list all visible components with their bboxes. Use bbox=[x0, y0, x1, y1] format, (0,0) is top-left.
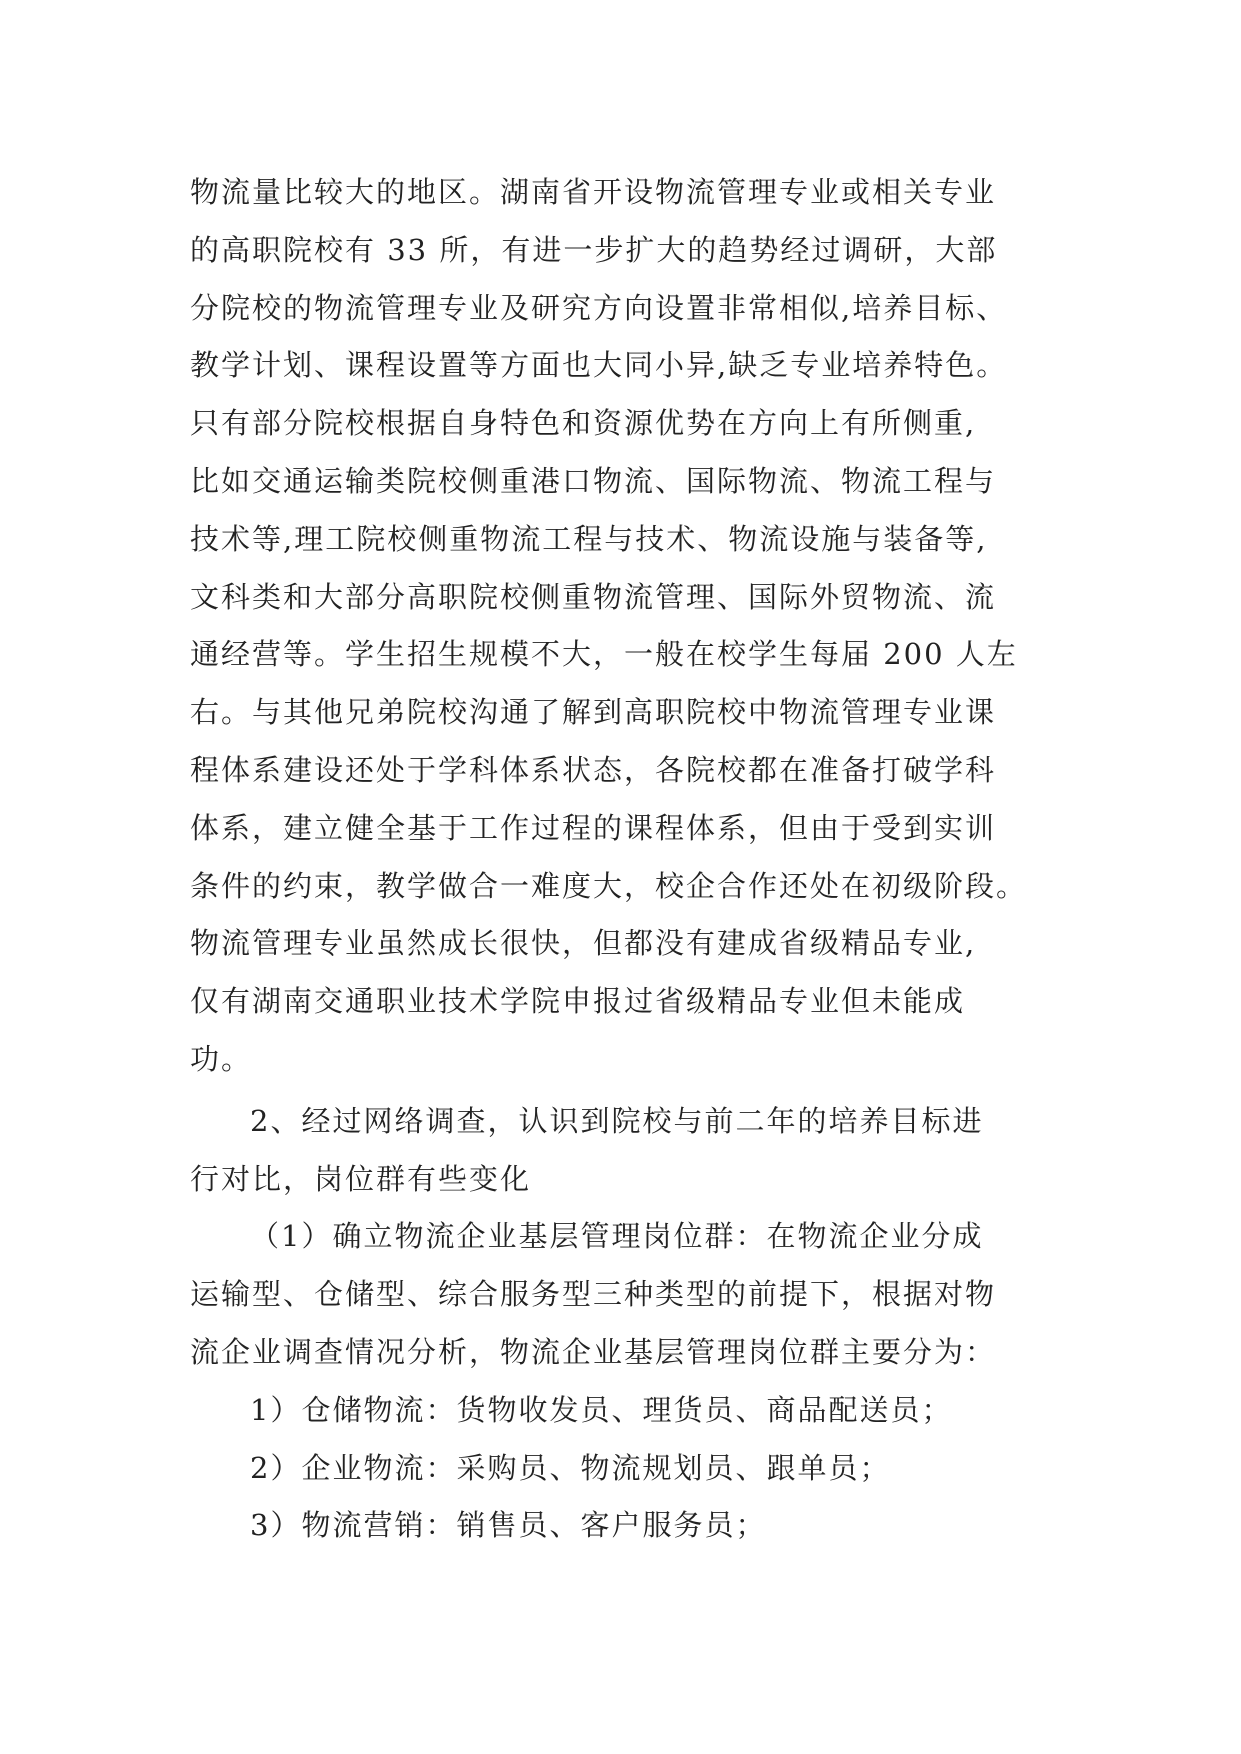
text-line: 运输型、仓储型、综合服务型三种类型的前提下，根据对物 bbox=[190, 1277, 997, 1312]
text-line: 功。 bbox=[190, 1041, 253, 1076]
text-line: 2、经过网络调查，认识到院校与前二年的培养目标进 bbox=[250, 1103, 984, 1138]
text-line: 仅有湖南交通职业技术学院申报过省级精品专业但未能成 bbox=[190, 984, 966, 1019]
text-line: 通经营等。学生招生规模不大，一般在校学生每届 200 人左 bbox=[190, 637, 1018, 672]
text-line: 技术等,理工院校侧重物流工程与技术、物流设施与装备等, bbox=[190, 521, 988, 556]
list-item: 2）企业物流：采购员、物流规划员、跟单员； bbox=[250, 1450, 891, 1485]
list-item: 3）物流营销：销售员、客户服务员； bbox=[250, 1508, 767, 1543]
text-line: 文科类和大部分高职院校侧重物流管理、国际外贸物流、流 bbox=[190, 579, 997, 614]
paragraph-1 bbox=[190, 164, 1090, 1089]
text-line: 流企业调查情况分析，物流企业基层管理岗位群主要分为： bbox=[190, 1334, 997, 1369]
text-line: 体系，建立健全基于工作过程的课程体系，但由于受到实训 bbox=[190, 810, 997, 845]
text-line: 的高职院校有 33 所，有进一步扩大的趋势经过调研，大部 bbox=[190, 232, 998, 267]
text-line: 物流量比较大的地区。湖南省开设物流管理专业或相关专业 bbox=[190, 175, 997, 209]
text-line: 行对比，岗位群有些变化 bbox=[190, 1161, 532, 1196]
text-line: 条件的约束，教学做合一难度大，校企合作还处在初级阶段。 bbox=[190, 868, 1028, 903]
post-list bbox=[190, 1382, 1090, 1555]
paragraph-2 bbox=[190, 1093, 1090, 1209]
text-line: 程体系建设还处于学科体系状态，各院校都在准备打破学科 bbox=[190, 752, 997, 787]
list-item: 1）仓储物流：货物收发员、理货员、商品配送员； bbox=[250, 1392, 953, 1427]
document-body bbox=[190, 164, 1090, 1555]
text-line: 右。与其他兄弟院校沟通了解到高职院校中物流管理专业课 bbox=[190, 695, 997, 730]
text-line: （1）确立物流企业基层管理岗位群：在物流企业分成 bbox=[250, 1219, 984, 1254]
text-line: 物流管理专业虽然成长很快，但都没有建成省级精品专业, bbox=[190, 926, 977, 961]
paragraph-3 bbox=[190, 1208, 1090, 1381]
text-line: 分院校的物流管理专业及研究方向设置非常相似,培养目标、 bbox=[190, 290, 1008, 325]
text-line: 比如交通运输类院校侧重港口物流、国际物流、物流工程与 bbox=[190, 463, 997, 498]
text-line: 教学计划、课程设置等方面也大同小异,缺乏专业培养特色。 bbox=[190, 348, 1008, 383]
text-line: 只有部分院校根据自身特色和资源优势在方向上有所侧重, bbox=[190, 406, 977, 441]
